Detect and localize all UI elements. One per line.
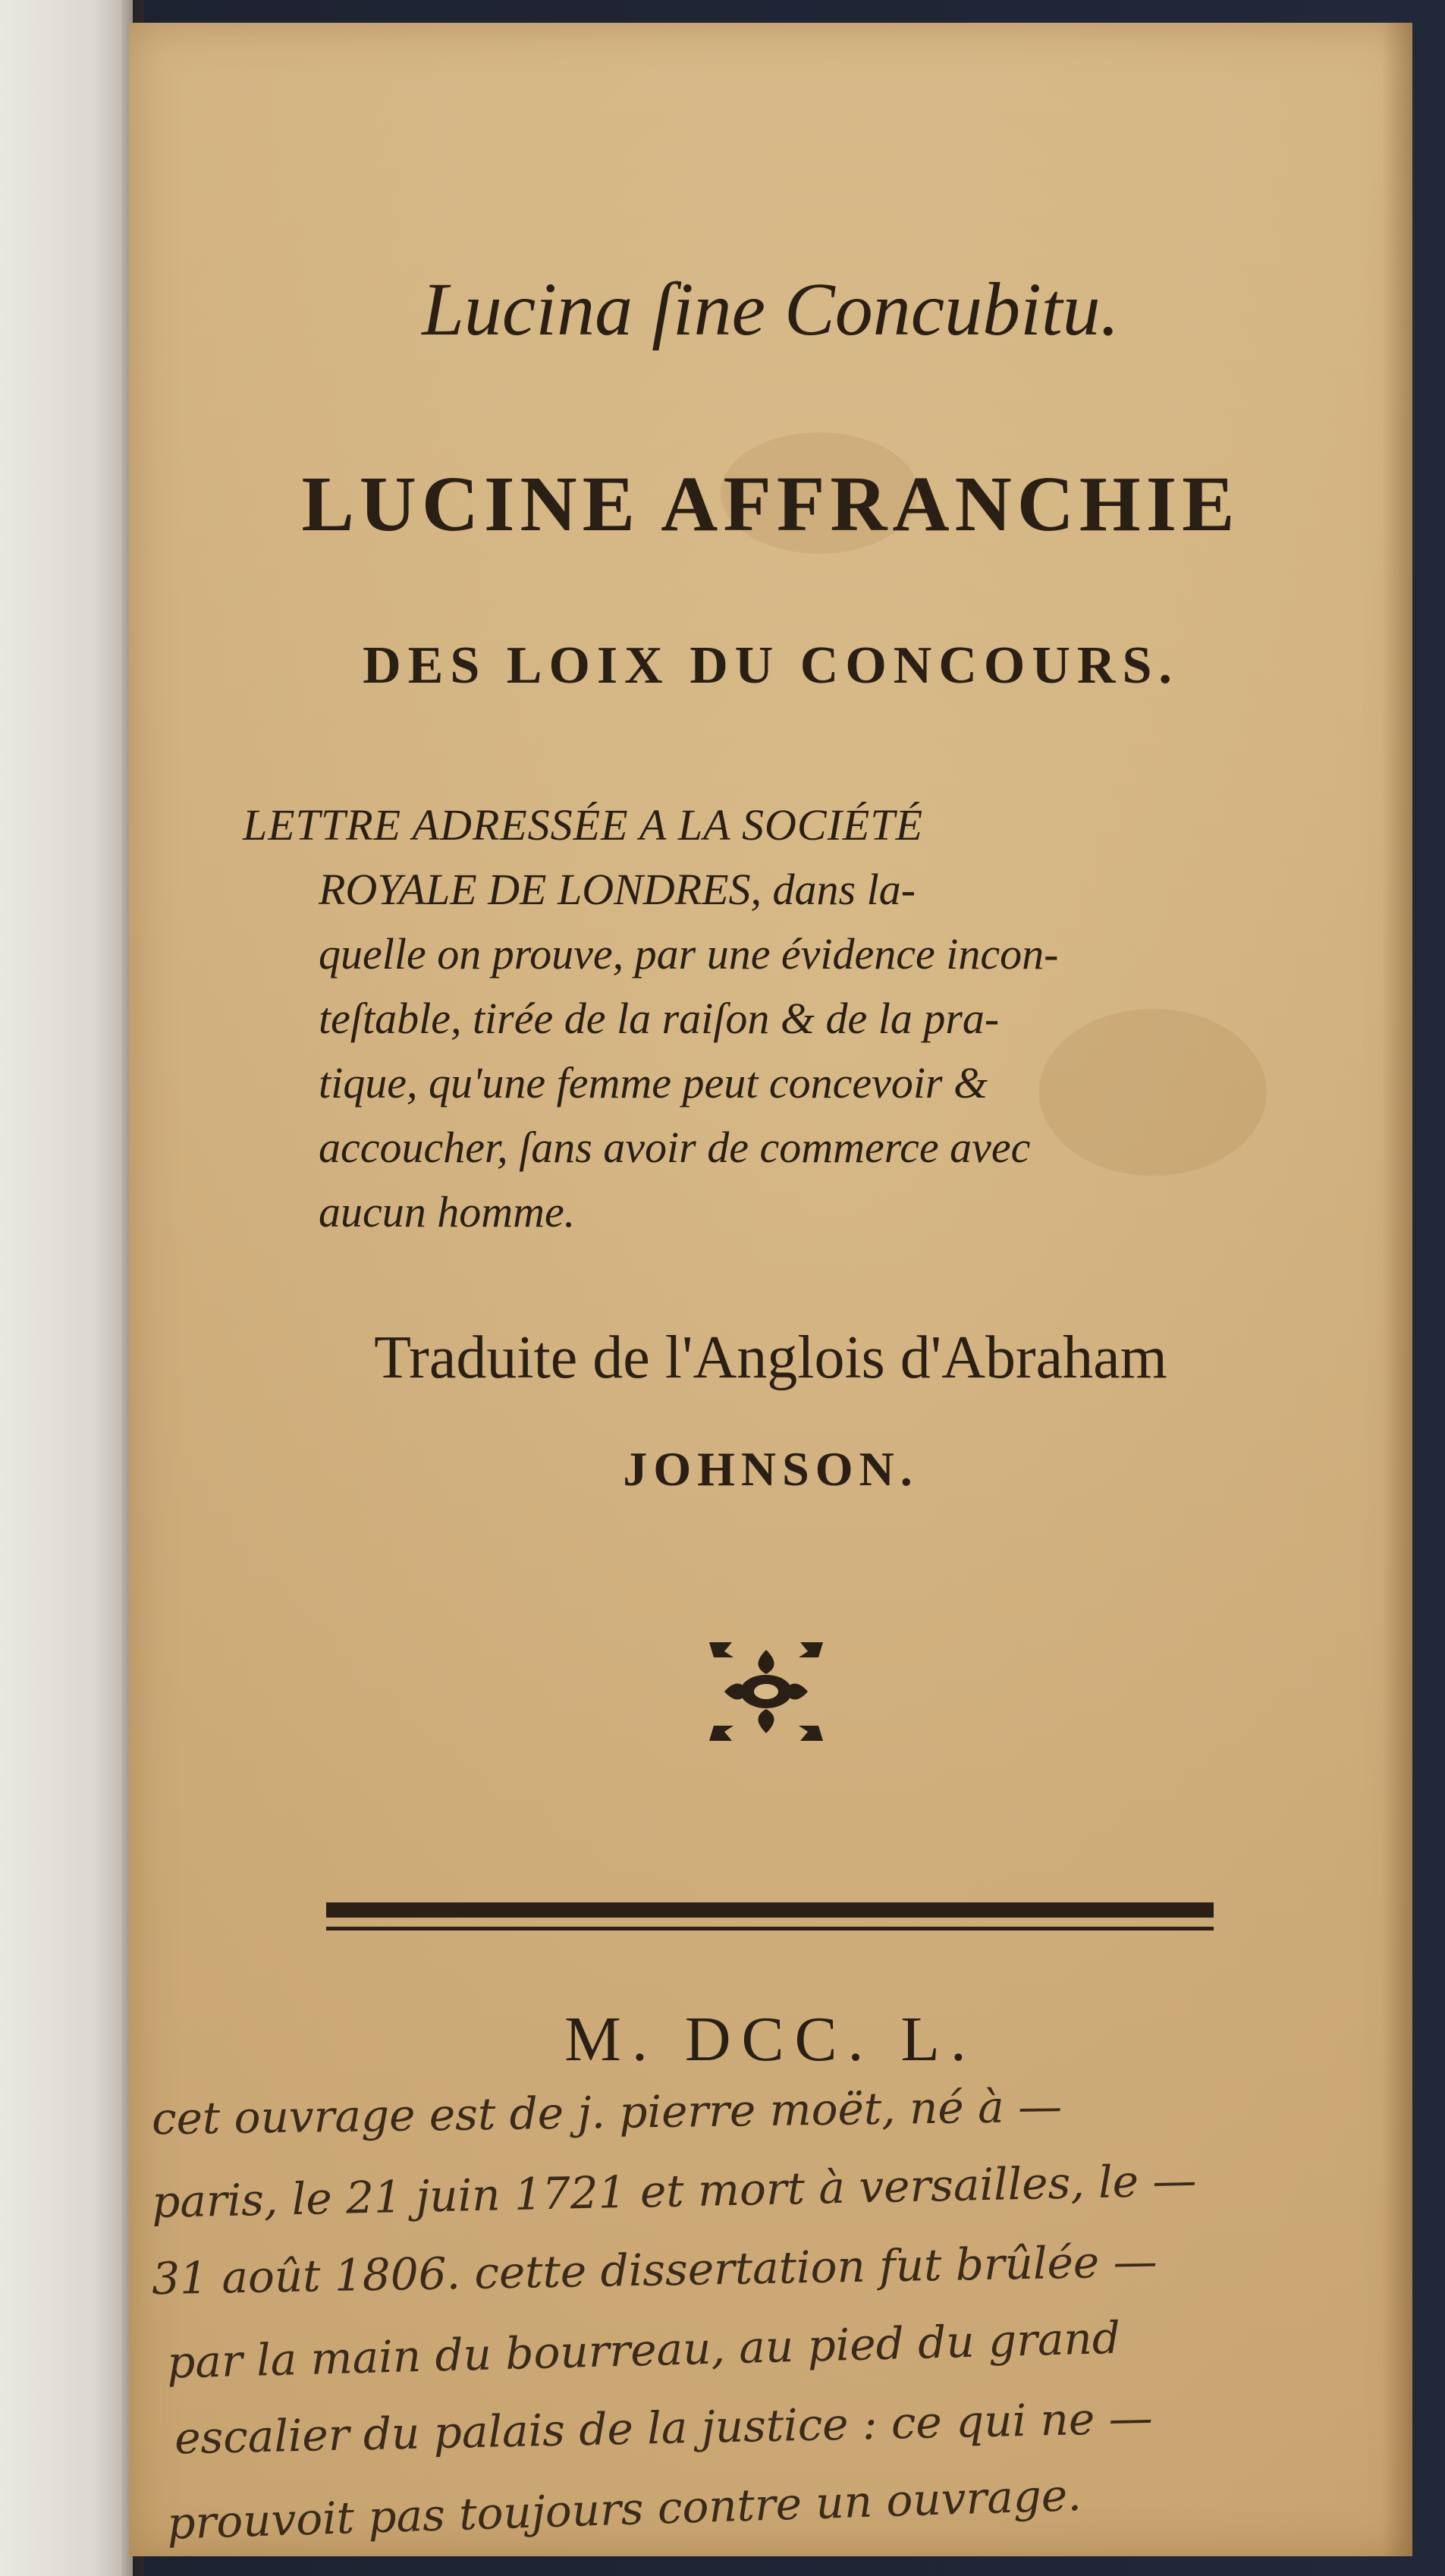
translator-line: Traduite de l'Anglois d'Abraham [374,1324,1167,1391]
handwritten-line: paris, le 21 juin 1721 et mort à versailles, le — [151,2154,1198,2228]
handwritten-line: escalier du palais de la justice : ce qui ne — [174,2392,1154,2464]
latin-title: Lucina ſine Concubitu. [422,267,1120,351]
letter-description [243,793,1381,1244]
handwritten-line: prouvoit pas toujours contre un ouvrage. [166,2468,1082,2549]
letter-line: teſtable, tirée de la raiſon & de la pra- [319,994,1000,1043]
letter-line: ROYALE DE LONDRES, dans la- [319,865,916,914]
main-title: LUCINE AFFRANCHIE [301,460,1240,548]
subtitle: DES LOIX DU CONCOURS. [363,636,1179,695]
handwritten-line: par la main du bourreau, au pied du grand [166,2311,1121,2389]
double-rule-thick [326,1902,1214,1918]
letter-line: quelle on prouve, par une évidence incon- [319,929,1059,979]
letter-line: tique, qu'une femme peut concevoir & [319,1058,988,1107]
handwritten-line: cet ouvrage est de j. pierre moët, né à — [151,2080,1063,2145]
title-page [129,23,1412,2556]
flyleaf [0,0,133,2576]
printer-fleuron-icon [702,1635,831,1748]
letter-line: LETTRE ADRESSÉE A LA SOCIÉTÉ [243,800,924,850]
letter-line: accoucher, ſans avoir de commerce avec [319,1123,1031,1172]
author-name: JOHNSON. [623,1442,919,1496]
double-rule-thin [326,1927,1214,1930]
publication-date: M. DCC. L. [564,2004,977,2075]
letter-line: aucun homme. [319,1187,576,1236]
handwritten-line: 31 août 1806. cette dissertation fut brûlée — [151,2235,1158,2305]
handwritten-annotation [144,2071,1388,2549]
